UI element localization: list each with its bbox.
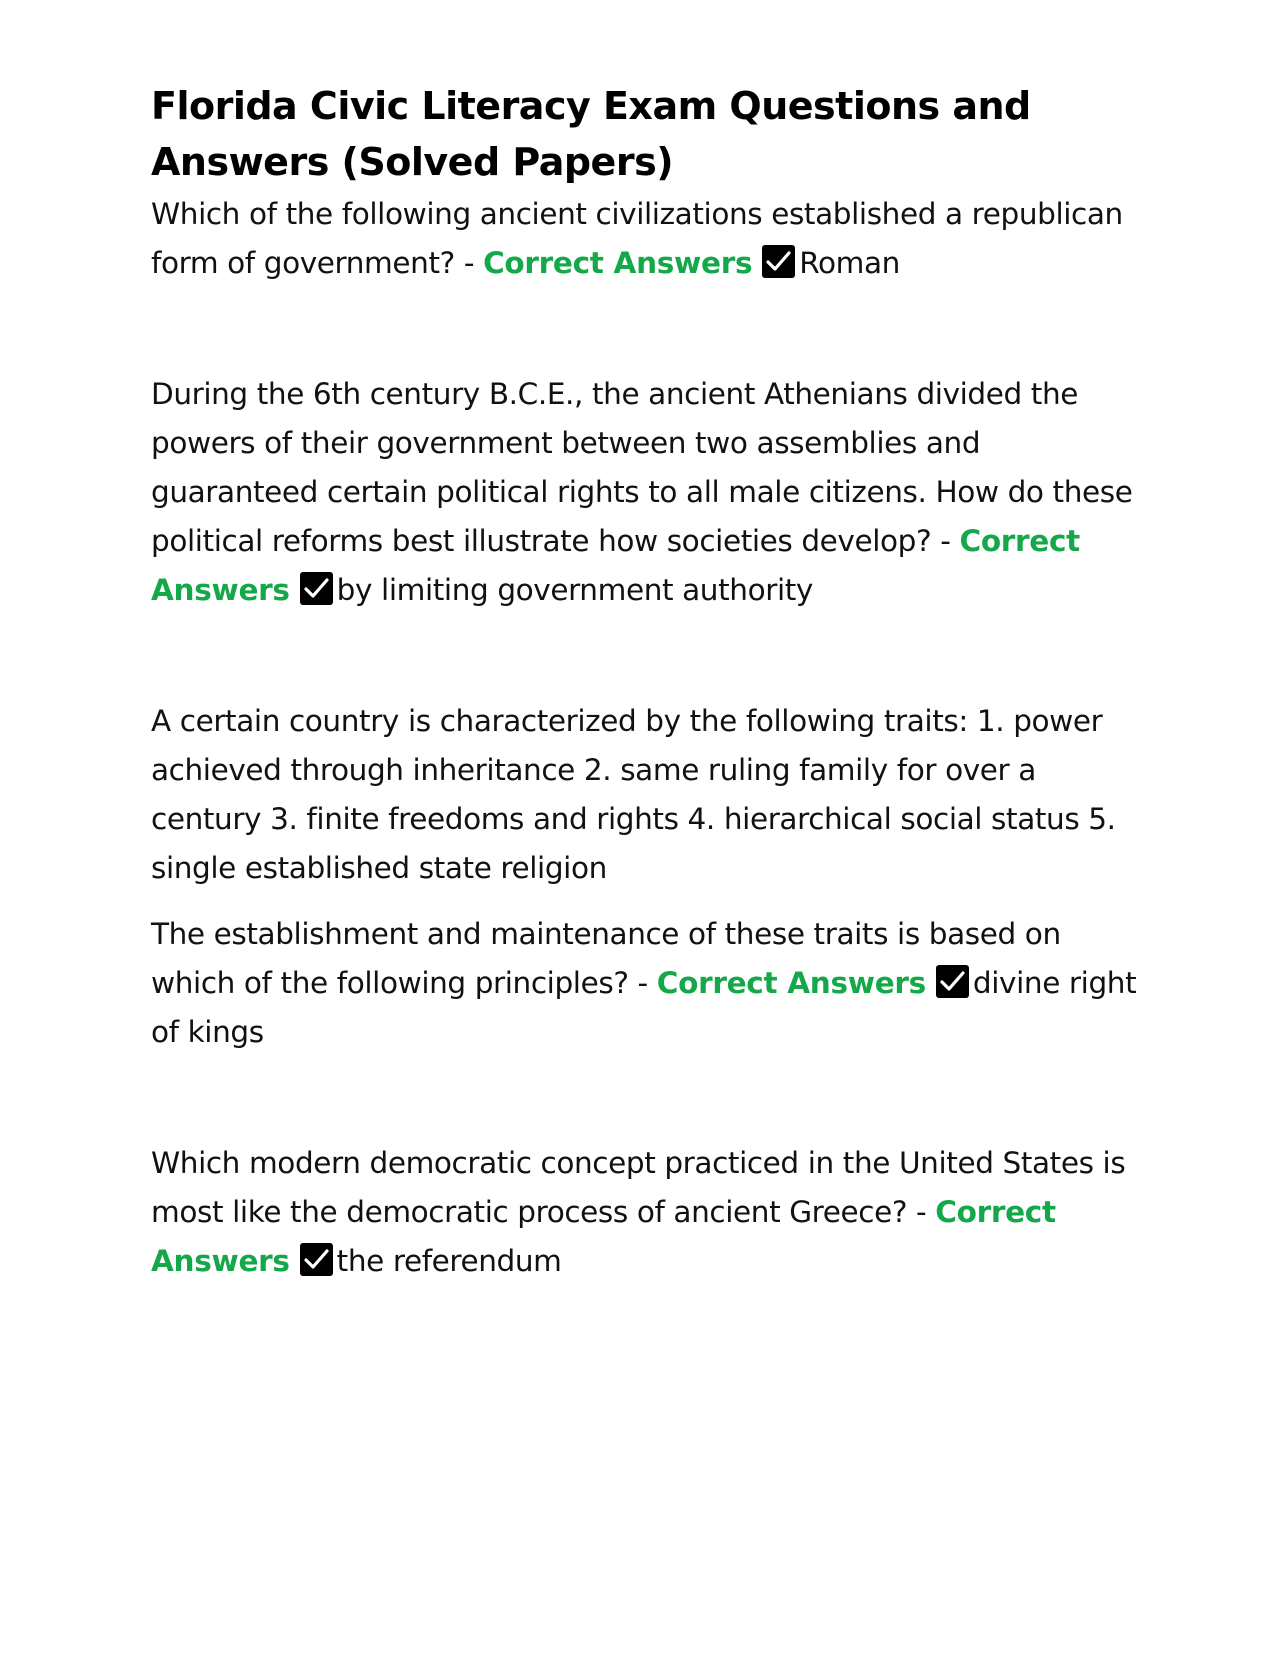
correct-answers-label: Correct Answers	[151, 524, 1080, 607]
spacer	[151, 288, 1141, 370]
correct-answers-label: Correct Answers	[656, 966, 926, 1000]
answer-text: Roman	[799, 246, 900, 280]
question-text: Which of the following ancient civilizations established a republican form of government? -	[151, 197, 1123, 280]
answer-text: divine right of kings	[151, 966, 1137, 1049]
checkbox-check-icon	[300, 572, 333, 605]
document-page	[151, 78, 1141, 1286]
qa-item-4	[151, 1139, 1141, 1286]
checkbox-check-icon	[762, 245, 795, 278]
correct-answers-label: Correct Answers	[483, 246, 753, 280]
spacer	[151, 615, 1141, 697]
qa-item-1	[151, 190, 1141, 288]
checkbox-check-icon	[300, 1243, 333, 1276]
title-line-1: Florida Civic Literacy Exam Questions and	[151, 84, 1031, 128]
qa-item-3-preamble: A certain country is characterized by the following traits: 1. power achieved through inheritance 2. same ruling family for over a century 3. finite freedoms and rights 4. hierarchical social status 5. single established state religion	[151, 704, 1116, 885]
qa-item-3	[151, 910, 1141, 1057]
question-text: During the 6th century B.C.E., the ancient Athenians divided the powers of their government between two assemblies and guaranteed certain political rights to all male citizens. How do these political reforms best illustrate how societies develop? -	[151, 377, 1133, 558]
answer-text: the referendum	[336, 1244, 562, 1278]
question-text: Which modern democratic concept practiced in the United States is most like the democratic process of ancient Greece? -	[151, 1146, 1126, 1229]
title-line-2: Answers (Solved Papers)	[151, 140, 674, 184]
spacer	[151, 893, 1141, 910]
answer-text: by limiting government authority	[336, 573, 813, 607]
spacer	[151, 1057, 1141, 1139]
checkbox-check-icon	[936, 965, 969, 998]
page-title	[151, 78, 1141, 190]
qa-item-2	[151, 370, 1141, 615]
correct-answers-label: Correct Answers	[151, 1195, 1056, 1278]
question-text: The establishment and maintenance of these traits is based on which of the following principles? -	[151, 917, 1061, 1000]
